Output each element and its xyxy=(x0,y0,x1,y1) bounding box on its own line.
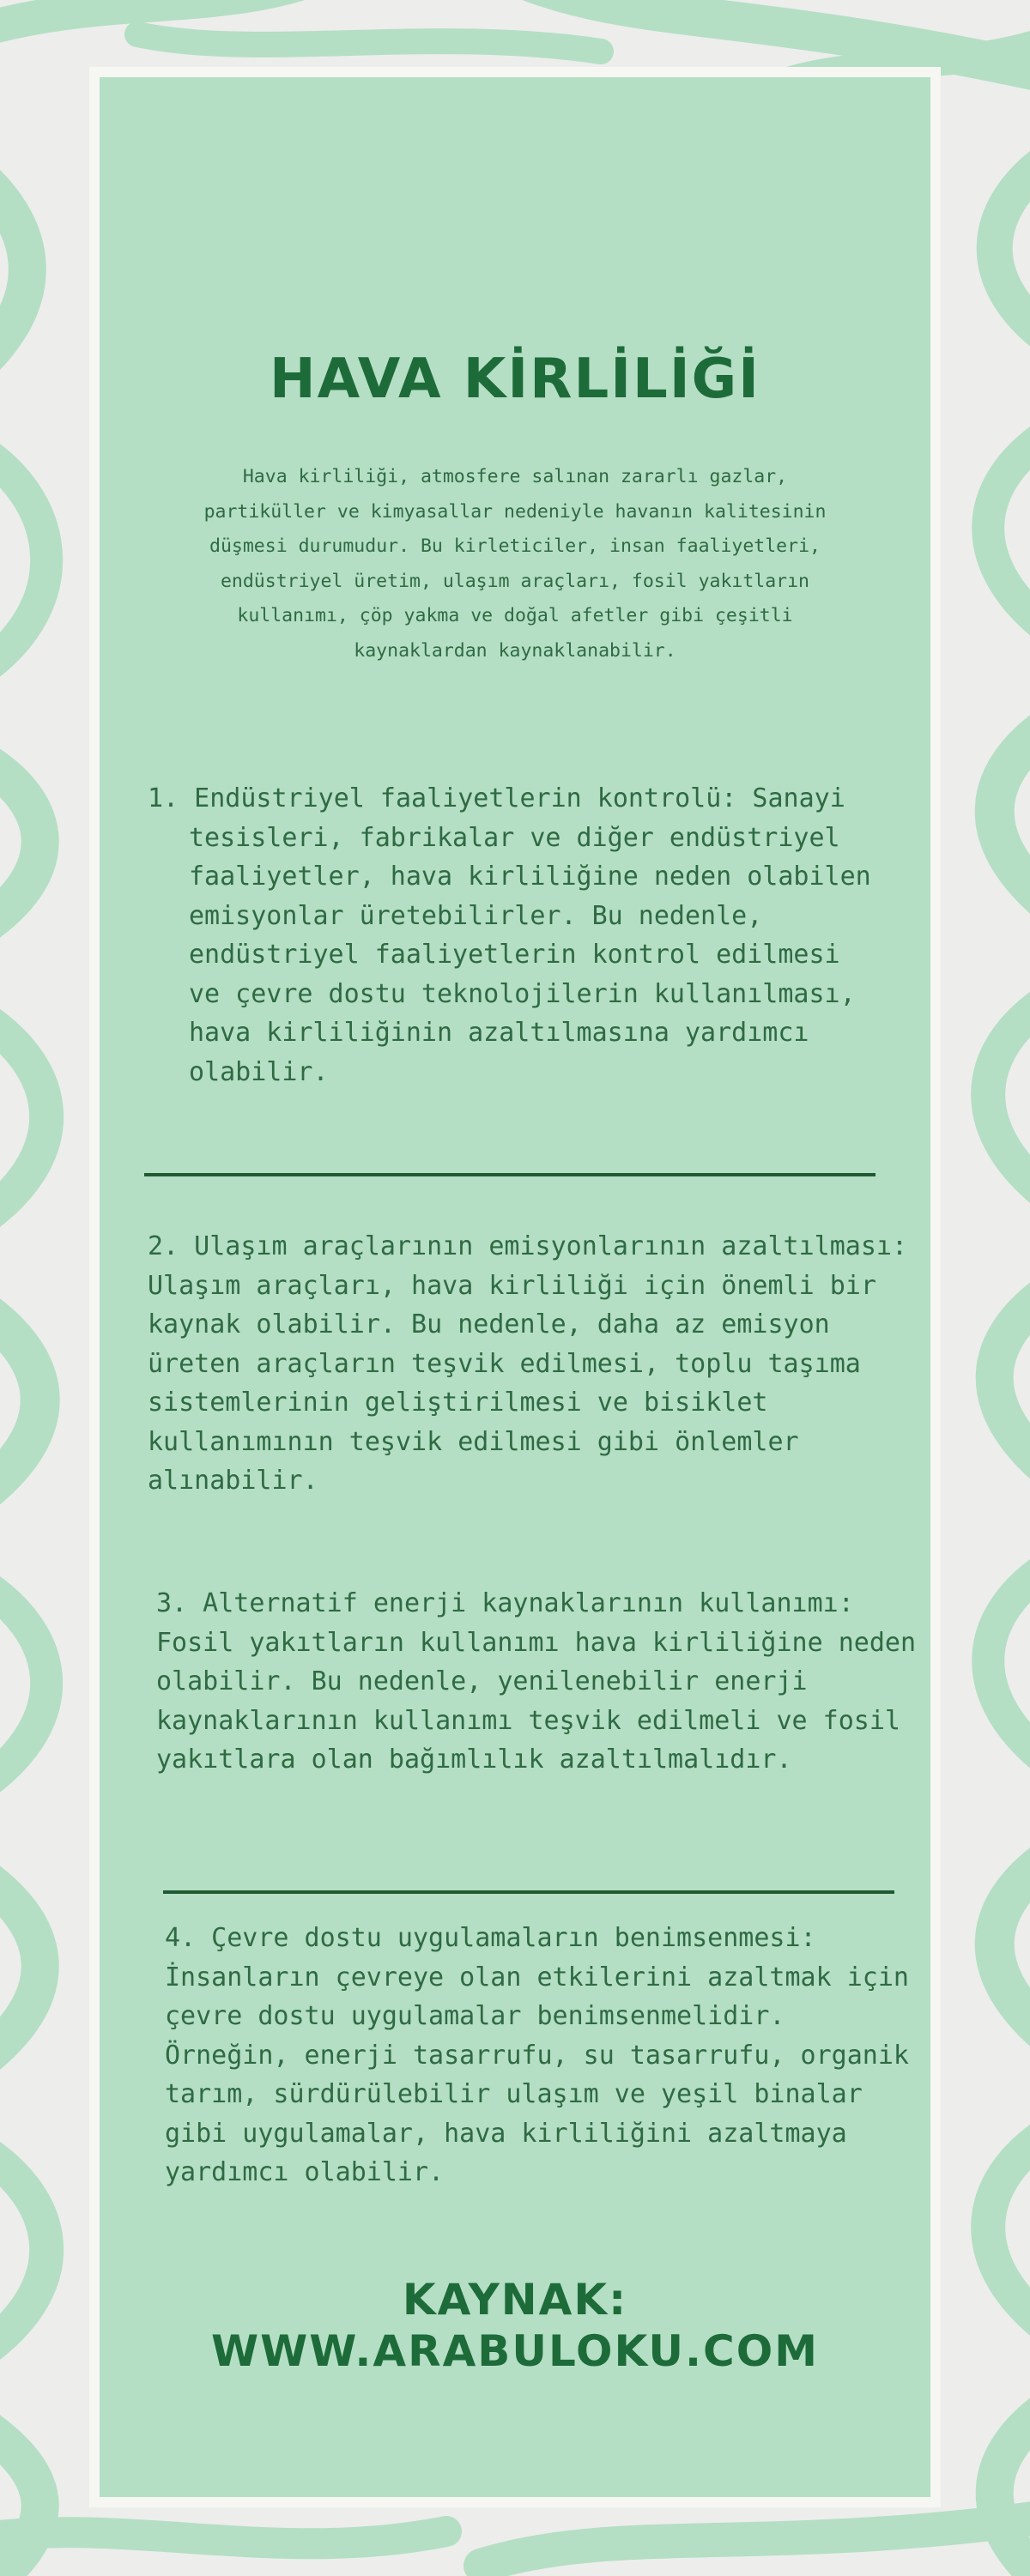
section-divider xyxy=(163,1890,894,1894)
section-divider xyxy=(144,1173,876,1176)
list-item-eco-practices: 4. Çevre dostu uygulamaların benimsenmesi: İnsanların çevreye olan etkilerini azaltmak için çevre dostu uygulamalar benimsenmelidir. Örneğin, enerji tasarrufu, su tasarrufu, organik tarım, sürdürülebilir ulaşım ve yeşil binalar gibi uygulamalar, hava kirliliğini azaltmaya yardımcı olabilir. xyxy=(165,1923,925,2187)
source-url: WWW.ARABULOKU.COM xyxy=(211,2326,819,2376)
page-title: HAVA KİRLİLİĞİ xyxy=(270,348,760,411)
list-item-industrial-control: 1. Endüstriyel faaliyetlerin kontrolü: Sanayi tesisleri, fabrikalar ve diğer endüstriyel faaliyetler, hava kirliliğine neden olabilen emisyonlar üretebilirler. Bu nedenle, endüstriyel faaliyetlerin kontrol edilmesi ve çevre dostu teknolojilerin kullanılması, hava kirliliğinin azaltılmasına yardımcı olabilir. xyxy=(148,783,887,1087)
list-item-alternative-energy: 3. Alternatif enerji kaynaklarının kullanımı: Fosil yakıtların kullanımı hava kirliliğine neden olabilir. Bu nedenle, yenilenebilir enerji kaynaklarının kullanımı teşvik edilmeli ve fosil yakıtlara olan bağımlılık azaltılmalıdır. xyxy=(156,1588,932,1775)
intro-paragraph: Hava kirliliği, atmosfere salınan zararlı gazlar, partiküller ve kimyasallar nedeniyle havanın kalitesinin düşmesi durumudur. Bu kirleticiler, insan faaliyetleri, endüstriyel üretim, ulaşım araçları, fosil yakıtların kullanımı, çöp yakma ve doğal afetler gibi çeşitli kaynaklardan kaynaklanabilir. xyxy=(203,466,827,662)
list-item-transport-emissions: 2. Ulaşım araçlarının emisyonlarının azaltılması: Ulaşım araçları, hava kirliliği için önemli bir kaynak olabilir. Bu nedenle, daha az emisyon üreten araçların teşvik edilmesi, toplu taşıma sistemlerinin geliştirilmesi ve bisiklet kullanımının teşvik edilmesi gibi önlemler alınabilir. xyxy=(148,1231,924,1496)
source-label: KAYNAK: xyxy=(402,2275,628,2325)
